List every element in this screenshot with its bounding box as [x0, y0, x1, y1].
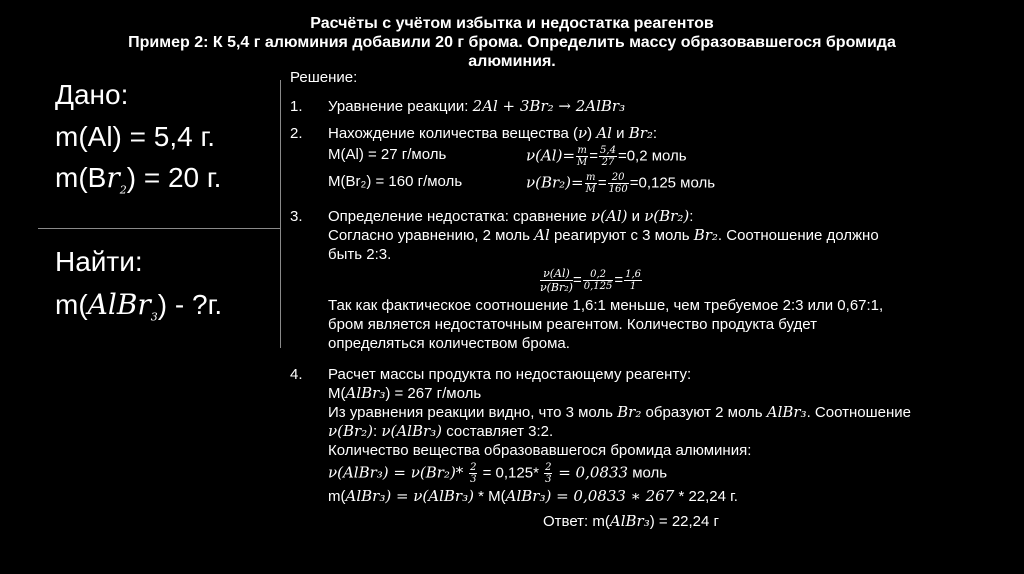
- solution-heading: Решение:: [290, 69, 358, 86]
- molar-mass-br2: M(Br₂) = 160 г/моль: [328, 173, 463, 190]
- nu-br2-calc: ν(Br₂)= $\frac{m}{M}$ = $\frac{20}{160}$ =0,125 моль: [526, 172, 716, 195]
- step-1: 1. Уравнение реакции: 2Al + 3Br₂ → 2AlBr₃: [290, 97, 626, 115]
- given-br2-mass: $m(Br_2) = 20$ г.: [55, 161, 222, 197]
- given-al-mass: m(Al) = 5,4 г.: [55, 121, 216, 152]
- step-2: 2. Нахождение количества вещества (ν) Al и Br₂: M(Al) = 27 г/моль ν(Al)= $\frac{m}{M}$ = $\frac{5,4}{27}$ =0,2 моль M(Br₂) = 160 г/моль ν(Br₂)= $\frac{m}{M}$ = $\frac{20}{160}$ =0,125 моль: [290, 124, 716, 195]
- find-target: m(AlBr$_3$) - ?г.: [55, 288, 223, 324]
- slide-title: [0, 14, 1024, 71]
- mass-albr3-calc: m(AlBr₃) = ν(AlBr₃) * M(AlBr₃) = 0,0833 ∗ 267 * 22,24 г.: [328, 487, 738, 505]
- nu-al-calc: ν(Al)= $\frac{m}{M}$ = $\frac{5,4}{27}$ =0,2 моль: [526, 145, 687, 168]
- reaction-equation: 2Al + 3Br₂ → 2AlBr₃: [472, 97, 626, 115]
- title-line-2: Пример 2: К 5,4 г алюминия добавили 20 г брома. Определить массу образовавшегося бромида: [128, 34, 896, 51]
- step-3: 3. Определение недостатка: сравнение ν(Al) и ν(Br₂): Согласно уравнению, 2 моль Al реагируют с 3 моль Br₂. Соотношение должно быть 2:3. $\frac{\nu(Al)}{\text{ν(Br₂)}}$ = $\frac{0,2}{0,125}$ = $\frac{1,6}{1}$ Так как фактическое соотношение 1,6:1 меньше, чем требуемое 2:3 или 0,67:1, бром является недостаточным реагентом. Количество продукта будет определяться количеством брома.: [290, 207, 1015, 353]
- answer: Ответ: m(AlBr₃) = 22,24 г: [543, 512, 719, 530]
- given-heading: Дано:: [55, 79, 129, 110]
- molar-mass-albr3: M(AlBr₃) = 267 г/моль: [328, 384, 482, 402]
- title-line-3: алюминия.: [468, 53, 556, 70]
- title-line-1: Расчёты с учётом избытка и недостатка реагентов: [310, 15, 714, 32]
- nu-albr3-calc: ν(AlBr₃) = ν(Br₂)* $\frac{2}{3}$ = 0,125* $\frac{2}{3}$ = 0,0833 моль: [328, 462, 668, 485]
- find-heading: Найти:: [55, 246, 143, 277]
- molar-mass-al: M(Al) = 27 г/моль: [328, 146, 447, 163]
- step-4: 4. Расчет массы продукта по недостающему реагенту: M(AlBr₃) = 267 г/моль Из уравнения реакции видно, что 3 моль Br₂ образуют 2 моль AlBr₃. Соотношение ν(Br₂): ν(AlBr₃) составляет 3:2. Количество вещества образовавшегося бромида алюминия: ν(AlBr₃) = ν(Br₂)* $\frac{2}{3}$ = 0,125* $\frac{2}{3}$ = 0,0833 моль m(AlBr₃) = ν(AlBr₃) * M(AlBr₃) = 0,0833 ∗ 267 * 22,24 г.: [290, 365, 1015, 506]
- horizontal-divider: [38, 228, 280, 229]
- ratio-formula: $\frac{\nu(Al)}{\text{ν(Br₂)}}$ = $\frac{0,2}{0,125}$ = $\frac{1,6}{1}$: [539, 267, 642, 294]
- solution-block: [290, 68, 1015, 531]
- vertical-divider: [280, 80, 281, 348]
